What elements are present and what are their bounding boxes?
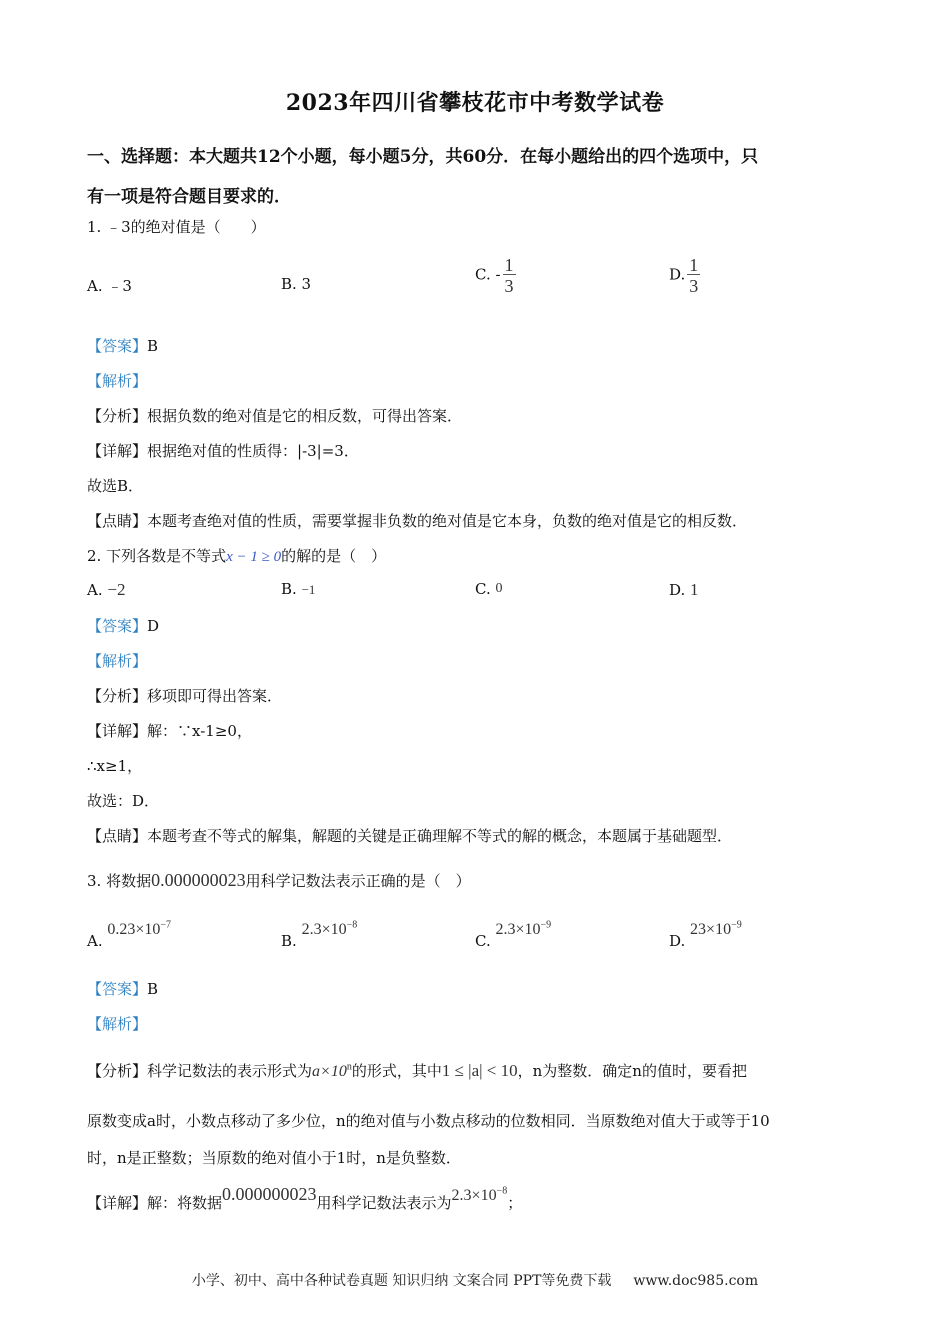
q3-analysis-heading — [87, 1013, 147, 1034]
q3-xiangjie — [87, 1184, 523, 1213]
q1-option-d — [669, 256, 700, 295]
analysis-tag: 【解析】 — [87, 372, 148, 390]
q2-option-b-label: B. — [281, 580, 297, 598]
section-heading-line1: 一、选择题：本大题共12个小题，每小题5分，共60分．在每小题给出的四个选项中，只 — [87, 147, 759, 167]
q2-answer-value: D — [147, 617, 160, 635]
q3-fenxi-line1 — [87, 1060, 747, 1081]
q1-option-d-label: D. — [669, 265, 686, 284]
page-footer — [0, 1270, 950, 1290]
fraction — [503, 256, 516, 295]
q3-fenxi-text1: 科学记数法的表示形式为 — [147, 1062, 313, 1080]
q3-fenxi-form — [312, 1063, 352, 1080]
fraction-numerator: 1 — [504, 255, 514, 275]
q3-option-d — [669, 920, 742, 951]
q1-xiangjie-text: 根据绝对值的性质得：|-3|=3． — [147, 442, 359, 460]
q2-option-b — [281, 580, 315, 598]
q3-option-b-exponent: −8 — [346, 920, 358, 931]
q3-option-b-base: 2.3×10 — [301, 921, 347, 939]
q2-fenxi-text: 移项即可得出答案． — [147, 687, 283, 705]
answer-tag: 【答案】 — [87, 617, 148, 635]
q3-answer — [87, 978, 158, 999]
q2-stem — [87, 545, 386, 566]
q2-fenxi — [87, 685, 282, 706]
q3-option-c — [475, 920, 552, 951]
q2-option-a-label: A. — [87, 581, 103, 599]
q2-analysis-heading — [87, 650, 147, 671]
q1-option-b: B. 3 — [281, 275, 312, 293]
xiangjie-tag: 【详解】 — [87, 722, 148, 740]
q1-fenxi-text: 根据负数的绝对值是它的相反数，可得出答案． — [147, 407, 463, 425]
q2-option-d-value: 1 — [690, 580, 699, 599]
q2-answer — [87, 615, 159, 636]
answer-tag: 【答案】 — [87, 980, 148, 998]
page-title: 2023年四川省攀枝花市中考数学试卷 — [285, 90, 665, 116]
q3-option-d-base: 23×10 — [690, 921, 732, 939]
q1-option-c-label: C. - — [475, 265, 501, 284]
q3-option-c-value — [496, 921, 552, 938]
q3-stem-pre: 3. 将数据 — [87, 872, 152, 890]
q3-option-b-value — [302, 921, 358, 938]
q3-option-d-value — [690, 921, 742, 938]
q3-option-a-base: 0.23×10 — [107, 921, 161, 939]
q3-option-d-exponent: −9 — [731, 920, 742, 931]
q2-option-a-value: −2 — [107, 580, 126, 599]
q2-xiangjie-math: x-1≥0， — [192, 722, 252, 740]
q2-option-b-value: −1 — [301, 582, 316, 597]
q3-option-b-label: B. — [281, 932, 297, 951]
q2-dianjing-text: 本题考查不等式的解集，解题的关键是正确理解不等式的解的概念，本题属于基础题型． — [147, 827, 733, 845]
q2-step2: ∴x≥1， — [87, 757, 143, 775]
xiangjie-tag: 【详解】 — [87, 442, 148, 460]
q3-option-a-value — [107, 921, 171, 938]
fenxi-tag: 【分析】 — [87, 407, 148, 425]
q1-answer-value: B — [147, 337, 159, 355]
fraction-numerator: 1 — [689, 255, 699, 275]
q1-dianjing-text: 本题考查绝对值的性质，需要掌握非负数的绝对值是它本身，负数的绝对值是它的相反数． — [147, 512, 748, 530]
q2-xiangjie — [87, 720, 252, 741]
q3-fenxi-line3: 时，n是正整数；当原数的绝对值小于1时，n是负整数． — [87, 1149, 461, 1167]
q3-option-d-label: D. — [669, 932, 686, 951]
q3-answer-value: B — [147, 980, 159, 998]
q1-answer — [87, 335, 158, 356]
fraction-denominator: 3 — [689, 276, 699, 296]
footer-url[interactable]: www.doc985.com — [633, 1273, 759, 1289]
q1-stem: 1. ﹣3的绝对值是（ ） — [87, 218, 266, 236]
q3-stem-post: 用科学记数法表示正确的是（ ） — [245, 872, 471, 890]
q3-fenxi-form-base: a×10 — [312, 1063, 347, 1080]
q3-option-c-exponent: −9 — [540, 920, 552, 931]
q3-xiangjie-mid: 用科学记数法表示为 — [316, 1194, 452, 1212]
q2-option-a — [87, 580, 125, 600]
xiangjie-tag: 【详解】 — [87, 1194, 148, 1212]
q2-option-d — [669, 580, 699, 600]
q1-xiangjie — [87, 440, 359, 461]
q2-option-c — [475, 580, 503, 598]
q3-stem — [87, 870, 471, 891]
q2-inequality: x − 1 ≥ 0 — [226, 549, 282, 565]
q1-option-a: A. ﹣3 — [87, 277, 132, 295]
answer-tag: 【答案】 — [87, 337, 148, 355]
q1-dianjing — [87, 510, 747, 531]
q3-xiangjie-end: ； — [507, 1194, 523, 1212]
q3-option-b — [281, 920, 358, 951]
q3-xiangjie-result-base: 2.3×10 — [451, 1187, 497, 1204]
fenxi-tag: 【分析】 — [87, 1062, 148, 1080]
q3-stem-number: 0.000000023 — [151, 870, 246, 890]
q3-fenxi-line2: 原数变成a时，小数点移动了多少位，n的绝对值与小数点移动的位数相同．当原数绝对值大于或等于10 — [87, 1112, 770, 1130]
fenxi-tag: 【分析】 — [87, 687, 148, 705]
q3-fenxi-range: 1 ≤ |a| < 10 — [441, 1061, 518, 1080]
dianjing-tag: 【点睛】 — [87, 827, 148, 845]
q1-conclusion: 故选B． — [87, 477, 144, 495]
analysis-tag: 【解析】 — [87, 1015, 148, 1033]
q2-xiangjie-pre: 解：∵ — [147, 722, 193, 740]
q3-option-c-label: C. — [475, 932, 491, 951]
footer-text: 小学、初中、高中各种试卷真题 知识归纳 文案合同 PPT等免费下载 — [191, 1273, 612, 1289]
q3-fenxi-text3: ，n为整数．确定n的值时，要看把 — [517, 1062, 747, 1080]
q2-conclusion: 故选：D． — [87, 792, 160, 810]
section-heading-line2: 有一项是符合题目要求的． — [87, 187, 291, 207]
q3-option-c-base: 2.3×10 — [495, 921, 541, 939]
fraction-denominator: 3 — [504, 276, 514, 296]
q3-option-a-exponent: −7 — [160, 920, 172, 931]
dianjing-tag: 【点睛】 — [87, 512, 148, 530]
q1-fenxi — [87, 405, 462, 426]
analysis-tag: 【解析】 — [87, 652, 148, 670]
q1-option-c — [475, 256, 516, 295]
q3-xiangjie-result — [452, 1187, 508, 1204]
q3-option-a-label: A. — [87, 932, 103, 951]
q1-analysis-heading — [87, 370, 147, 391]
q3-xiangjie-number: 0.000000023 — [222, 1184, 317, 1204]
fraction — [687, 256, 700, 295]
q2-option-c-label: C. — [475, 580, 491, 598]
q2-stem-pre: 2. 下列各数是不等式 — [87, 547, 227, 565]
q3-fenxi-form-exponent: n — [346, 1061, 352, 1073]
q2-option-c-value: 0 — [495, 581, 503, 596]
q3-xiangjie-result-exponent: −8 — [496, 1185, 508, 1197]
q3-xiangjie-pre: 解：将数据 — [147, 1194, 223, 1212]
q3-fenxi-text2: 的形式，其中 — [351, 1062, 442, 1080]
q2-stem-post: 的解的是（ ） — [281, 547, 387, 565]
q2-dianjing — [87, 825, 732, 846]
q3-option-a — [87, 920, 172, 951]
q2-option-d-label: D. — [669, 581, 686, 599]
